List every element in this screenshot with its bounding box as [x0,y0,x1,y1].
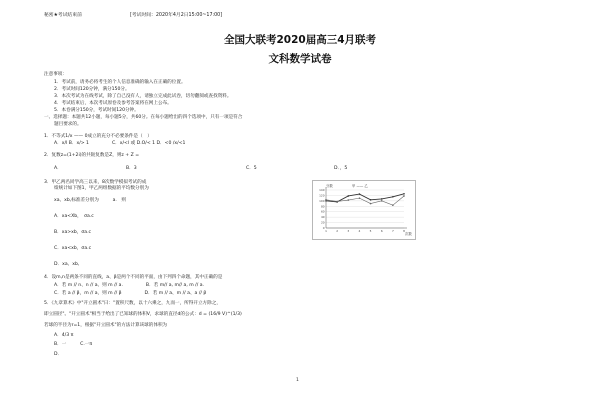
chart-point-series-1 [403,193,405,195]
chart-point-series-2 [336,201,338,203]
chart-xtick-label: 5 [369,229,372,233]
chart-point-series-2 [403,195,405,197]
chart-point-series-1 [370,199,372,201]
chart-point-series-2 [347,199,349,201]
q2-option-b: B．3 [126,166,137,171]
chart-ytick-label: 100 [319,198,325,203]
chart-xtick-label: 8 [403,229,405,233]
q2-option-d: D．，5 [334,166,348,171]
q5-question: 若球的半径为r=1，根据"开立圆术"的方法计算该球的体积为 [44,323,168,328]
chart-xtick-label: 1 [325,229,327,233]
chart-point-series-2 [359,197,361,199]
chart-xtick-label: 3 [347,229,350,233]
q5-option-a: A．4/3 π [54,333,74,338]
chart-point-series-2 [325,199,327,201]
q4-options-ab: A．若 m // n、n // a、则 m // a. B．若 m// a, m// a, m // a. [54,283,205,288]
chart-ytick-label: 80 [320,204,325,209]
q1-options: A．x/l B．x/> 1 C．x/<l 或 D.O/< 1 D．<0 /x/<1 [54,141,186,146]
chart-ytick-label: 60 [320,209,325,214]
chart-point-series-2 [381,200,383,202]
chart-point-series-1 [381,198,383,200]
note-item-2: 2．考试时间120分钟，满分150分。 [54,87,130,92]
note-item-5: 5．本卷满分150分，考试时间120分钟。 [54,108,139,113]
note-item-3: 3．本次考试为在线考试，除了自己没有人，请独立完成此试卷，切勿翻阅或查找资料。 [54,94,232,99]
q3-option-a: A．xa<Xb， σa.c [54,214,94,219]
chart-ytick-label: 120 [319,193,325,198]
q4-options-cd: C．若 a // β，m // a，则 m // β D．若 m // a、m // a、a // β [54,291,207,296]
chart-ytick-label: 20 [320,220,325,225]
confidential-label: 秘密★考试结束前 [44,13,82,18]
note-item-4: 4．考试结束后，本次考试原卷及参考答案将在网上公布。 [54,101,172,106]
chart-ylabel: 分数 [326,184,333,188]
q3-variables: xa、xb,标准差分别为 a. 则 [54,198,127,203]
chart-point-series-1 [347,195,349,197]
q3-option-c: C．xa<xb，σa.c [54,246,92,251]
chart-xtick-label: 7 [391,229,394,233]
chart-xtick-label: 6 [380,229,383,233]
notes-heading: 注意事项： [44,72,67,77]
chart-xlabel: 次数 [405,232,412,236]
exam-time-info: [考试时间：2020年4月2日15:00~17:00] [130,13,223,18]
q5-option-bc: B．一 C.一π [54,342,93,347]
q3-stem: 3．甲乙两名同学高三以来，8次数学模拟考试的成 [44,180,147,185]
chart-frame [313,181,416,240]
q5-stem: 5．《九章算术》中"开立圆术"曰："置积尺数，以十六乘之，九而一，所得开立方除之， [44,301,221,306]
exam-subtitle: 文科数学试卷 [268,53,332,65]
chart-ytick-label: 140 [319,188,325,192]
q2-option-c: C．5 [246,166,257,171]
chart-point-series-1 [392,196,394,198]
chart-point-series-2 [392,204,394,206]
chart-point-series-1 [359,193,361,195]
q5-option-d: D． [54,352,63,357]
q1-stem: 1．不等式1/x —— 0成立的充分不必要条件是（ ） [44,134,152,139]
chart-ytick-label: 40 [320,215,325,220]
chart-ytick-label: 0 [322,226,325,230]
note-item-1: 1．考试前，请务必将考生的个人信息准确的输入在正确的位置。 [54,80,186,85]
q2-option-a: A． [54,166,62,171]
q4-stem: 4．设m,n是两条不同的直线，a、β是两个不同的平面，由下列四个命题，其中正确的是 [44,275,223,280]
chart-legend: 甲 —— 乙 [352,184,368,188]
chart-xtick-label: 2 [336,229,339,233]
chart-xtick-label: 4 [358,229,361,233]
page-number: 1 [296,378,299,383]
chart-canvas [312,180,416,240]
q3-stem-cont: 绩统计如下图1，甲乙两组数据的平均数分别为 [54,186,149,191]
q2-stem: 2．复数z=(1+2i)的共轭复数是Z，则z + Z = [44,153,140,158]
q5-stem-cont: 即立圆径"。"开立圆术"相当于给出了已知球的体积V，求球的直径d的公式：d = (16/9 V)^(1/3) [44,312,242,317]
score-line-chart [312,180,416,240]
section1-instructions-cont: 题目要求的。 [54,122,82,127]
exam-title: 全国大联考2020届高三4月联考 [223,34,377,46]
section1-instructions: 一、选择题：本题共12小题，每小题5分，共60分。在每小题给出的四个选项中，只有一项是符合 [44,115,243,120]
q3-option-b: B．xa>xb，σa.c [54,230,92,235]
q3-option-d: D．xa、xb, [54,262,80,267]
chart-point-series-2 [370,203,372,205]
